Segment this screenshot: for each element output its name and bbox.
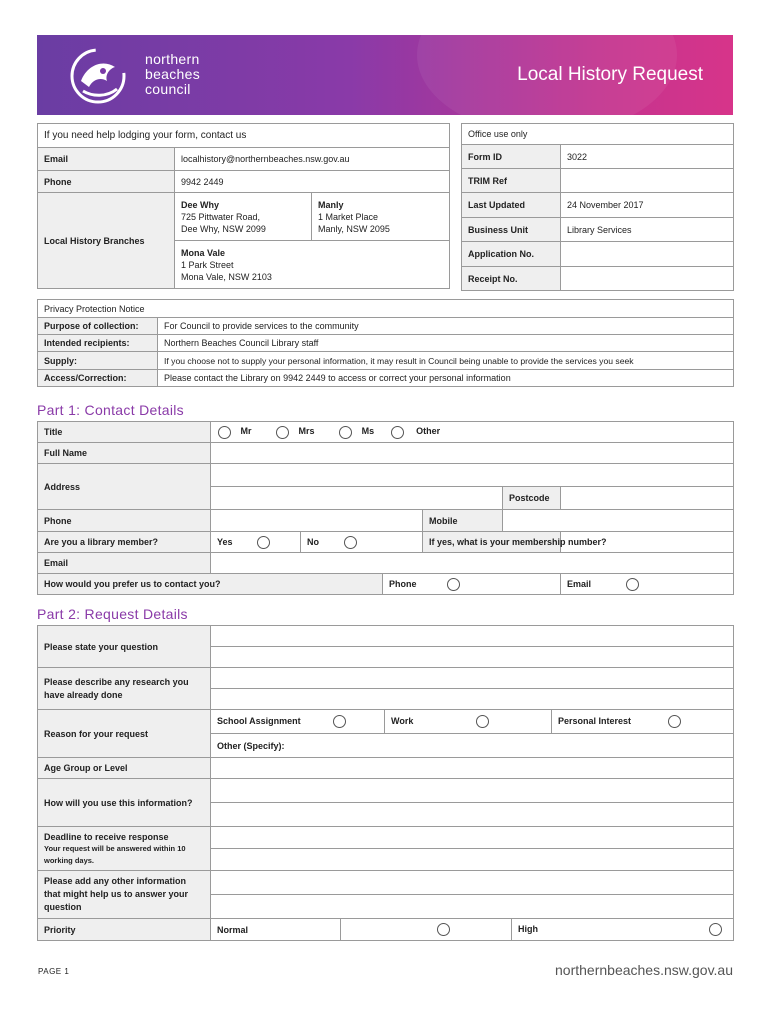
prefer-spacer: [503, 574, 561, 595]
priority-high-cell: [512, 919, 734, 941]
office-value[interactable]: [561, 242, 734, 267]
privacy-heading: Privacy Protection Notice: [38, 300, 734, 318]
address-label: Address: [38, 464, 211, 510]
radio-pref-phone[interactable]: [447, 578, 460, 591]
radio-priority-high[interactable]: [709, 923, 722, 936]
email-label: Email: [38, 553, 211, 574]
privacy-value: If you choose not to supply your personal information, it may result in Council being unable to provide the services you seek: [158, 352, 734, 370]
branch-name: Dee Why: [181, 199, 220, 210]
research-label: Please describe any research you have already done: [38, 668, 211, 710]
office-value: 3022: [561, 145, 734, 169]
radio-mr[interactable]: [218, 426, 231, 439]
privacy-value: Please contact the Library on 9942 2449 to access or correct your personal information: [158, 370, 734, 387]
office-label: Application No.: [462, 242, 561, 267]
branch-line: 1 Market Place: [318, 211, 379, 222]
privacy-label: Intended recipients:: [38, 335, 158, 352]
part1-title: Part 1: Contact Details: [37, 402, 184, 418]
reason-work: [385, 710, 552, 734]
other-info-label: Please add any other information that might help us to answer your question: [38, 871, 211, 919]
branch-line: Mona Vale, NSW 2103: [181, 271, 272, 282]
use-input-1[interactable]: [211, 779, 734, 803]
contact-phone-label: Phone: [38, 171, 175, 193]
contact-details-table: [37, 421, 734, 595]
branch-name: Manly: [318, 199, 344, 210]
deadline-label: [38, 827, 211, 871]
logo-line: beaches: [145, 66, 201, 82]
question-input-2[interactable]: [211, 647, 734, 668]
radio-personal[interactable]: [668, 715, 681, 728]
contact-heading: If you need help lodging your form, contact us: [38, 124, 450, 148]
reason-work-label: Work: [391, 715, 414, 726]
council-logo-icon: [69, 47, 127, 105]
branch-line: 725 Pittwater Road,: [181, 211, 261, 222]
radio-other[interactable]: [391, 426, 404, 439]
office-use-table: [461, 123, 734, 291]
office-heading: Office use only: [462, 124, 734, 145]
privacy-label: Supply:: [38, 352, 158, 370]
deadline-title: Deadline to receive response: [44, 831, 169, 842]
other-info-input-2[interactable]: [211, 895, 734, 919]
reason-school-label: School Assignment: [217, 715, 301, 726]
membership-number-label: If yes, what is your membership number?: [423, 532, 561, 553]
priority-normal: Normal: [211, 919, 341, 941]
deadline-input-2[interactable]: [211, 849, 734, 871]
branch-name: Mona Vale: [181, 247, 226, 258]
research-input-2[interactable]: [211, 689, 734, 710]
priority-high: High: [518, 923, 538, 934]
deadline-note: Your request will be answered within 10 working days.: [44, 843, 186, 865]
contact-email-label: Email: [38, 148, 175, 171]
priority-label: Priority: [38, 919, 211, 941]
radio-no[interactable]: [344, 536, 357, 549]
radio-school[interactable]: [333, 715, 346, 728]
logo-line: northern: [145, 51, 200, 67]
use-label: How will you use this information?: [38, 779, 211, 827]
privacy-value: For Council to provide services to the community: [158, 318, 734, 335]
other-info-input-1[interactable]: [211, 871, 734, 895]
office-label: Last Updated: [462, 193, 561, 218]
priority-normal-cell: [341, 919, 512, 941]
office-label: Receipt No.: [462, 267, 561, 291]
request-details-table: [37, 625, 734, 941]
reason-school: [211, 710, 385, 734]
privacy-label: Purpose of collection:: [38, 318, 158, 335]
contact-email-value[interactable]: localhistory@northernbeaches.nsw.gov.au: [175, 148, 450, 171]
option-mr: Mr: [240, 426, 252, 437]
office-label: Form ID: [462, 145, 561, 169]
branch-dee-why: [175, 193, 312, 241]
header-banner: [37, 35, 733, 115]
prefer-email: [561, 574, 734, 595]
branch-manly: [312, 193, 450, 241]
office-value[interactable]: [561, 169, 734, 193]
yes-label: Yes: [217, 536, 233, 547]
member-no: [301, 532, 423, 553]
branch-mona-vale: [175, 241, 450, 289]
radio-ms[interactable]: [339, 426, 352, 439]
branch-line: 1 Park Street: [181, 259, 234, 270]
question-label: Please state your question: [38, 626, 211, 668]
phone-input[interactable]: [211, 510, 423, 532]
research-input-1[interactable]: [211, 668, 734, 689]
no-label: No: [307, 536, 319, 547]
pref-phone-label: Phone: [389, 578, 417, 589]
age-input[interactable]: [211, 758, 734, 779]
privacy-value: Northern Beaches Council Library staff: [158, 335, 734, 352]
branch-line: Dee Why, NSW 2099: [181, 223, 266, 234]
radio-work[interactable]: [476, 715, 489, 728]
logo-text: [145, 52, 200, 97]
member-yes: [211, 532, 301, 553]
office-value[interactable]: [561, 267, 734, 291]
footer-url[interactable]: northernbeaches.nsw.gov.au: [555, 962, 733, 978]
radio-mrs[interactable]: [276, 426, 289, 439]
address-input-line2[interactable]: [211, 487, 503, 510]
page-number: PAGE 1: [38, 967, 70, 976]
full-name-label: Full Name: [38, 443, 211, 464]
pref-email-label: Email: [567, 578, 592, 589]
privacy-label: Access/Correction:: [38, 370, 158, 387]
radio-pref-email[interactable]: [626, 578, 639, 591]
option-ms: Ms: [361, 426, 375, 437]
reason-personal: [552, 710, 734, 734]
age-label: Age Group or Level: [38, 758, 211, 779]
logo-line: council: [145, 81, 191, 97]
phone-label: Phone: [38, 510, 211, 532]
office-label: TRIM Ref: [462, 169, 561, 193]
postcode-input[interactable]: [561, 487, 734, 510]
deadline-input-1[interactable]: [211, 827, 734, 849]
contact-table: [37, 123, 450, 289]
question-input-1[interactable]: [211, 626, 734, 647]
office-value: 24 November 2017: [561, 193, 734, 218]
office-value: Library Services: [561, 218, 734, 242]
address-input-line1[interactable]: [211, 464, 734, 487]
full-name-input[interactable]: [211, 443, 734, 464]
reason-label: Reason for your request: [38, 710, 211, 758]
part2-title: Part 2: Request Details: [37, 606, 188, 622]
radio-priority-normal[interactable]: [437, 923, 450, 936]
reason-personal-label: Personal Interest: [558, 715, 632, 726]
prefer-question: How would you prefer us to contact you?: [38, 574, 383, 595]
postcode-label: Postcode: [503, 487, 561, 510]
email-input[interactable]: [211, 553, 734, 574]
page-title: Local History Request: [517, 64, 703, 85]
privacy-table: [37, 299, 734, 387]
office-label: Business Unit: [462, 218, 561, 242]
prefer-phone: [383, 574, 503, 595]
use-input-2[interactable]: [211, 803, 734, 827]
radio-yes[interactable]: [257, 536, 270, 549]
option-other: Other: [416, 426, 441, 437]
branch-line: Manly, NSW 2095: [318, 223, 390, 234]
title-options: [211, 422, 734, 443]
reason-other[interactable]: Other (Specify):: [211, 734, 734, 758]
mobile-input[interactable]: [503, 510, 734, 532]
mobile-label: Mobile: [423, 510, 503, 532]
branches-label: Local History Branches: [38, 193, 175, 289]
contact-phone-value: 9942 2449: [175, 171, 450, 193]
option-mrs: Mrs: [298, 426, 315, 437]
title-label: Title: [38, 422, 211, 443]
member-question: Are you a library member?: [38, 532, 211, 553]
